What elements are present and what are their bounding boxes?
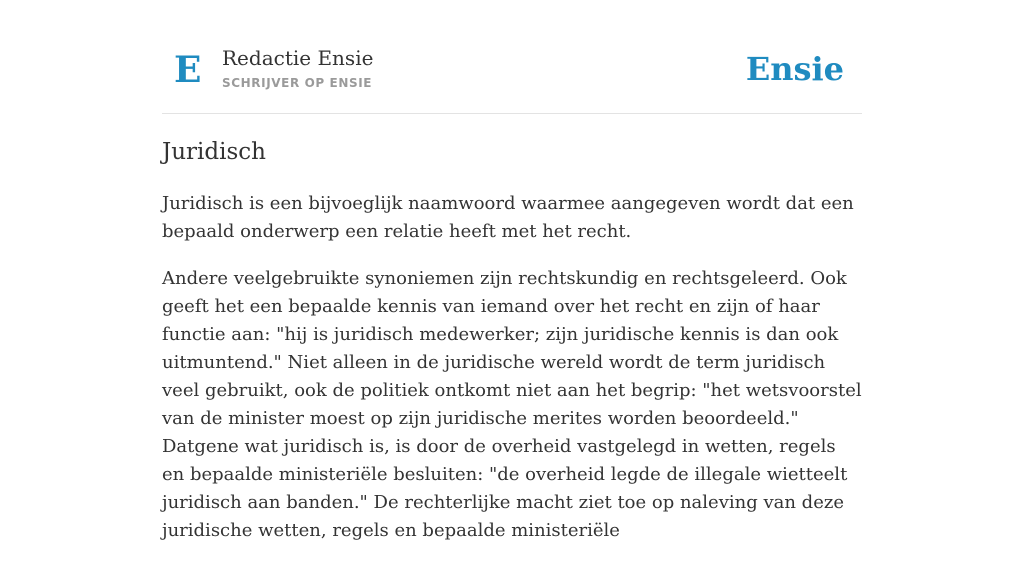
article-paragraph: Andere veelgebruikte synoniemen zijn rechtskundig en rechtsgeleerd. Ook geeft het een bepaalde kennis van iemand over het recht en zijn of haar functie aan: "hij is juridisch medewerker; zijn juridische kennis is dan ook uitmuntend." Niet alleen in de juridische wereld wordt de term juridisch veel gebruikt, ook de politiek ontkomt niet aan het begrip: "het wetsvoorstel van de minister moest op zijn juridische merites worden beoordeeld." Datgene wat juridisch is, is door de overheid vastgelegd in wetten, regels en bepaalde ministeriële besluiten: "de overheid legde de illegale wietteelt juridisch aan banden." De rechterlijke macht ziet toe op naleving van deze juridische wetten, regels en bepaalde ministeriële (162, 268, 862, 541)
ensie-brand-logo[interactable]: Ensie (745, 50, 844, 88)
content-column (162, 0, 862, 541)
author-name-link[interactable]: Redactie Ensie (222, 46, 374, 70)
article-paragraph: Juridisch is een bijvoeglijk naamwoord waarmee aangegeven wordt dat een bepaald onderwerp een relatie heeft met het recht. (162, 193, 854, 242)
author-logo[interactable]: E (174, 49, 202, 91)
author-header (162, 0, 862, 114)
author-role: SCHRIJVER OP ENSIE (222, 76, 373, 90)
article-body (162, 190, 862, 564)
article-title: Juridisch (162, 139, 266, 165)
